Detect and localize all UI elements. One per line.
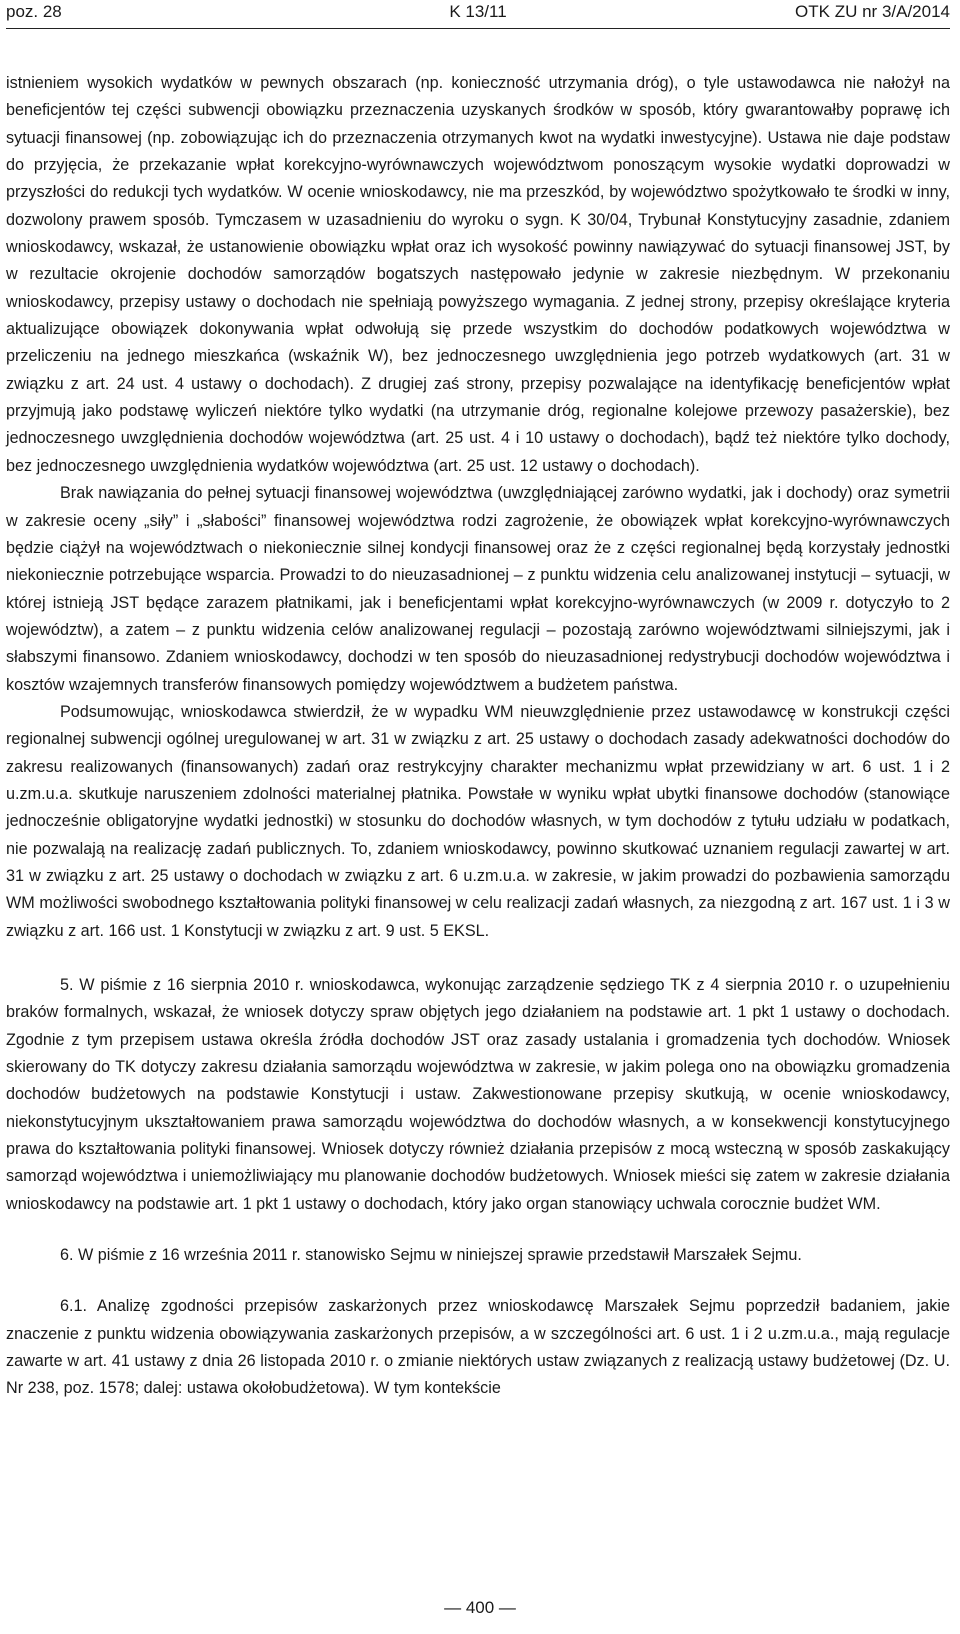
paragraph-section-5: 5. W piśmie z 16 sierpnia 2010 r. wnioskodawca, wykonując zarządzenie sędziego TK z 4 sierpnia 2010 r. o uzupełnieniu braków formalnych, wskazał, że wniosek dotyczy spraw objętych jego działaniem na podstawie art. 1 pkt 1 ustawy o dochodach. Zgodnie z tym przepisem ustawa określa źródła dochodów JST oraz zasady ustalania i gromadzenia tych dochodów. Wniosek skierowany do TK dotyczy zakresu działania samorządu województwa w zakresie, w jakim polega ono na obowiązku gromadzenia dochodów budżetowych na podstawie Konstytucji i ustaw. Zakwestionowane przepisy skutkują, w ocenie wnioskodawcy, niekonstytucyjnym ukształtowaniem prawa samorządu województwa do dochodów własnych, a w konsekwencji konstytucyjnego prawa do kształtowania polityki finansowej. Wniosek dotyczy również działania przepisów z mocą wsteczną w sposób zaskakujący samorząd województwa i uniemożliwiający mu planowanie dochodów budżetowych. Wniosek mieści się zatem w zakresie działania wnioskodawcy na podstawie art. 1 pkt 1 ustawy o dochodach, który jako organ stanowiący uchwala corocznie budżet WM. bbox=[6, 976, 950, 1213]
header-journal: OTK ZU nr 3/A/2014 bbox=[795, 2, 950, 21]
paragraph-section-6-1: 6.1. Analizę zgodności przepisów zaskarżonych przez wnioskodawcę Marszałek Sejmu poprzedził badaniem, jakie znaczenie z punktu widzenia obowiązywania zaskarżonych przepisów, a w szczególności art. 6 ust. 1 i 2 u.zm.u.a., mają regulacje zawarte w art. 41 ustawy z dnia 26 listopada 2010 r. o zmianie niektórych ustaw związanych z realizacją ustawy budżetowej (Dz. U. Nr 238, poz. 1578; dalej: ustawa okołobudżetowa). W tym kontekście bbox=[6, 1297, 950, 1398]
paragraph-brak-nawiazania: Brak nawiązania do pełnej sytuacji finansowej województwa (uwzględniającej zarówno wydatki, jak i dochody) oraz symetrii w zakresie oceny „siły” i „słabości” finansowej województwa rodzi zagrożenie, że obowiązek wpłat korekcyjno-wyrównawczych będzie ciążył na województwach o niekoniecznie silnej kondycji finansowej oraz że z części regionalnej będą korzystały jednostki niekoniecznie potrzebujące wsparcia. Prowadzi to do nieuzasadnionej – z punktu widzenia celu analizowanej instytucji – sytuacji, w której istnieją JST będące zarazem płatnikami, jak i beneficjentami wpłat korekcyjno-wyrównawczych (w 2009 r. dotyczyło to 2 województw), a zatem – z punktu widzenia celów analizowanej regulacji – pozostają zarówno województwami silniejszymi, jak i słabszymi finansowo. Zdaniem wnioskodawcy, dochodzi w ten sposób do nieuzasadnionej redystrybucji dochodów województwa i kosztów wzajemnych transferów finansowych pomiędzy województwem a budżetem państwa. bbox=[6, 484, 950, 694]
paragraph-podsumowujac: Podsumowując, wnioskodawca stwierdził, że w wypadku WM nieuwzględnienie przez ustawodawcę w konstrukcji części regionalnej subwencji ogólnej uregulowanej w art. 31 w związku z art. 25 ustawy o dochodach zasady adekwatności dochodów do zakresu realizowanych (finansowanych) zadań oraz restrykcyjny charakter mechanizmu wpłat przewidziany w art. 6 ust. 1 i 2 u.zm.u.a. skutkuje naruszeniem zdolności materialnej płatnika. Powstałe w wyniku wpłat ubytki finansowe dochodów (stanowiące jednocześnie obligatoryjne wydatki jednostki) w stosunku do dochodów własnych, w tym dochodów z tytułu udziału w podatkach, nie pozwalają na realizację zadań publicznych. To, zdaniem wnioskodawcy, powinno skutkować uznaniem regulacji zawartej w art. 31 w związku z art. 25 ustawy o dochodach w związku z art. 6 u.zm.u.a. w zakresie, w jakim prowadzi do pozbawienia samorządu WM możliwości swobodnego kształtowania polityki finansowej w celu realizacji zadań własnych, za niezgodną z art. 167 ust. 1 i 3 w związku z art. 166 ust. 1 Konstytucji w związku z art. 9 ust. 5 EKSL. bbox=[6, 702, 950, 940]
header-case-number: K 13/11 bbox=[449, 2, 507, 21]
page-number: — 400 — bbox=[444, 1598, 516, 1617]
page-header bbox=[6, 0, 950, 29]
paragraph-continuation: istnieniem wysokich wydatków w pewnych obszarach (np. konieczność utrzymania dróg), o tyle ustawodawca nie nałożył na beneficjentów tej części subwencji obowiązku przeznaczenia uzyskanych środków w sposób, który gwarantowałby poprawę ich sytuacji finansowej (np. zobowiązując ich do przeznaczenia otrzymanych kwot na wydatki inwestycyjne). Ustawa nie daje podstaw do przyjęcia, że przekazanie wpłat korekcyjno-wyrównawczych województwom ponoszącym wysokie wydatki doprowadzi w przyszłości do redukcji tych wydatków. W ocenie wnioskodawcy, nie ma przeszkód, by województwo spożytkowało te środki w inny, dozwolony prawem sposób. Tymczasem w uzasadnieniu do wyroku o sygn. K 30/04, Trybunał Konstytucyjny zasadnie, zdaniem wnioskodawcy, wskazał, że ustanowienie obowiązku wpłat oraz ich wysokość powinny nawiązywać do sytuacji finansowej JST, by w rezultacie okrojenie dochodów samorządów bogatszych następowało jedynie w zakresie niezbędnym. W przekonaniu wnioskodawcy, przepisy ustawy o dochodach nie spełniają powyższego wymagania. Z jednej strony, przepisy określające kryteria aktualizujące obowiązek dokonywania wpłat odwołują się przede wszystkim do dochodów podatkowych województwa w przeliczeniu na jednego mieszkańca (wskaźnik W), bez jednoczesnego uwzględnienia jego potrzeb wydatkowych (art. 31 w związku z art. 24 ust. 4 ustawy o dochodach). Z drugiej zaś strony, przepisy pozwalające na identyfikację beneficjentów wpłat przyjmują jako podstawę wyliczeń niektóre tylko wydatki (na utrzymanie dróg, regionalne kolejowe przewozy pasażerskie), bez jednoczesnego uwzględnienia dochodów województwa (art. 25 ust. 4 i 10 ustawy o dochodach), bądź też niektóre tylko dochody, bez jednoczesnego uwzględnienia wydatków województwa (art. 25 ust. 12 ustawy o dochodach). bbox=[6, 74, 950, 475]
paragraph-section-6: 6. W piśmie z 16 września 2011 r. stanowisko Sejmu w niniejszej sprawie przedstawił Marszałek Sejmu. bbox=[60, 1246, 802, 1265]
page-footer bbox=[0, 1596, 960, 1620]
header-position: poz. 28 bbox=[6, 2, 62, 21]
document-body bbox=[6, 70, 950, 1403]
